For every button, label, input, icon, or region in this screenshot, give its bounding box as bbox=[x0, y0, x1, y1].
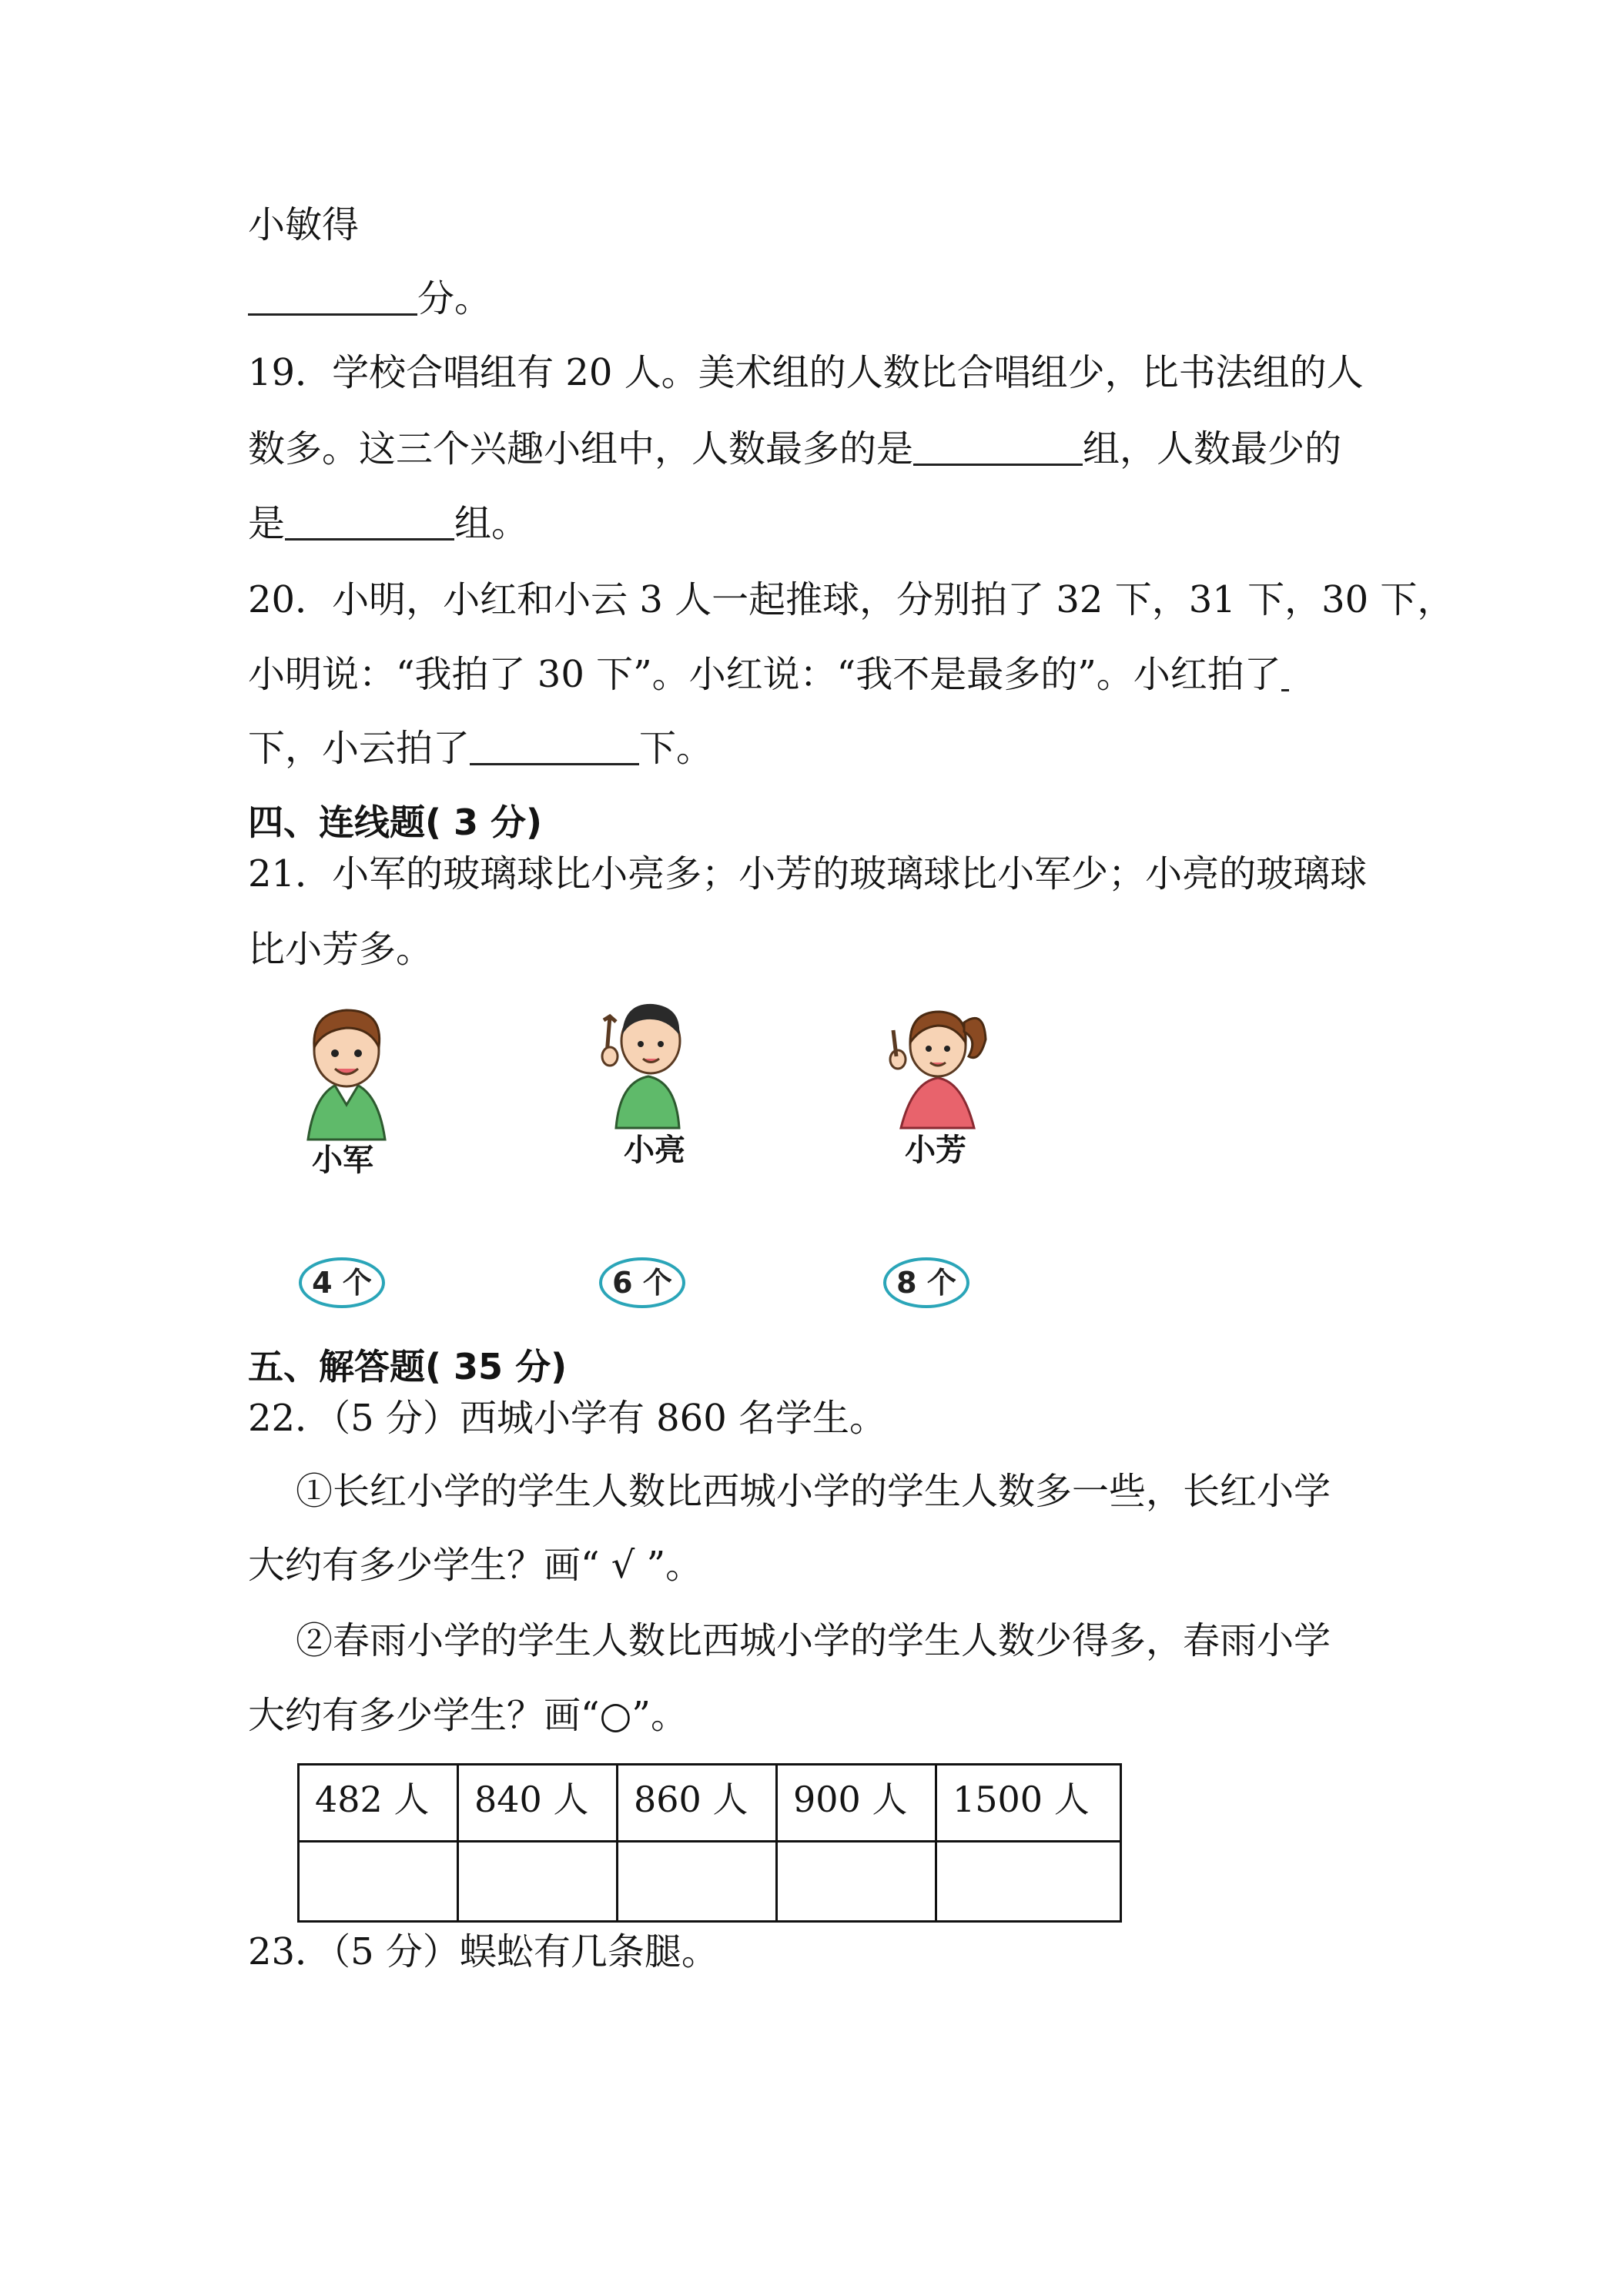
q19-line-2 bbox=[248, 426, 1341, 472]
answer-blank[interactable] bbox=[285, 501, 454, 541]
q20-line-3-suffix: 下。 bbox=[639, 727, 714, 770]
q22-part2-line-1: ②春雨小学的学生人数比西城小学的学生人数少得多，春雨小学 bbox=[296, 1619, 1331, 1662]
option-cell: 482 人 bbox=[299, 1765, 458, 1842]
mark-cell[interactable] bbox=[299, 1842, 458, 1922]
answer-blank[interactable] bbox=[470, 726, 639, 765]
table-row bbox=[299, 1842, 1121, 1922]
q23-line-1: 23．（5 分）蜈蚣有几条腿。 bbox=[248, 1930, 718, 1973]
mark-cell[interactable] bbox=[936, 1842, 1121, 1922]
q20-line-2 bbox=[248, 651, 1289, 698]
q18-line-1: 小敏得 bbox=[248, 203, 360, 246]
q18-line-2 bbox=[248, 276, 491, 322]
q19-line-1: 19．学校合唱组有 20 人。美术组的人数比合唱组少，比书法组的人 bbox=[248, 351, 1364, 394]
q20-line-3 bbox=[248, 725, 713, 771]
q22-line-1: 22．（5 分）西城小学有 860 名学生。 bbox=[248, 1397, 887, 1440]
q19-line-3-suffix: 组。 bbox=[454, 502, 529, 545]
q22-part2-line-2: 大约有多少学生？画“○”。 bbox=[248, 1694, 688, 1737]
q20-line-2-text: 小明说：“我拍了 30 下”。小红说：“我不是最多的”。小红拍了 bbox=[248, 653, 1281, 696]
section-4-title: 四、连线题( 3 分) bbox=[248, 802, 543, 843]
mark-cell[interactable] bbox=[458, 1842, 618, 1922]
boy-xiaoliang-illustration bbox=[593, 986, 701, 1132]
option-cell: 1500 人 bbox=[936, 1765, 1121, 1842]
answer-blank[interactable] bbox=[1281, 652, 1289, 691]
marble-count-badge[interactable]: 8 个 bbox=[883, 1257, 969, 1308]
option-cell: 860 人 bbox=[618, 1765, 777, 1842]
q19-line-2-suffix: 组，人数最少的 bbox=[1083, 427, 1342, 470]
child-name-xiaofang: 小芳 bbox=[905, 1133, 966, 1168]
child-name-xiaojun: 小军 bbox=[312, 1143, 373, 1178]
q22-part1-line-2: 大约有多少学生？画“ √ ”。 bbox=[248, 1544, 703, 1587]
q19-line-2-prefix: 数多。这三个兴趣小组中，人数最多的是 bbox=[248, 427, 914, 470]
answer-blank[interactable] bbox=[913, 427, 1083, 466]
q18-suffix: 分。 bbox=[417, 277, 492, 320]
mark-cell[interactable] bbox=[618, 1842, 777, 1922]
option-cell: 900 人 bbox=[777, 1765, 936, 1842]
q19-line-3 bbox=[248, 500, 528, 547]
marble-count-badge[interactable]: 6 个 bbox=[599, 1257, 685, 1308]
girl-xiaofang-illustration bbox=[878, 986, 993, 1132]
q20-line-1: 20．小明，小红和小云 3 人一起推球，分别拍了 32 下，31 下，30 下， bbox=[248, 578, 1455, 621]
mark-cell[interactable] bbox=[777, 1842, 936, 1922]
q19-line-3-prefix: 是 bbox=[248, 502, 286, 545]
option-cell: 840 人 bbox=[458, 1765, 618, 1842]
child-name-xiaoliang: 小亮 bbox=[624, 1133, 685, 1168]
marble-count-badge[interactable]: 4 个 bbox=[299, 1257, 385, 1308]
q21-line-1: 21．小军的玻璃球比小亮多；小芳的玻璃球比小军少；小亮的玻璃球 bbox=[248, 852, 1368, 895]
table-row bbox=[299, 1765, 1121, 1842]
q22-options-table bbox=[297, 1763, 1122, 1923]
q20-line-3-prefix: 下，小云拍了 bbox=[248, 727, 470, 770]
q22-part1-line-1: ①长红小学的学生人数比西城小学的学生人数多一些，长红小学 bbox=[296, 1470, 1331, 1513]
answer-blank[interactable] bbox=[248, 276, 417, 316]
boy-xiaojun-illustration bbox=[293, 993, 400, 1147]
section-5-title: 五、解答题( 35 分) bbox=[248, 1346, 568, 1387]
q21-line-2: 比小芳多。 bbox=[248, 928, 434, 971]
